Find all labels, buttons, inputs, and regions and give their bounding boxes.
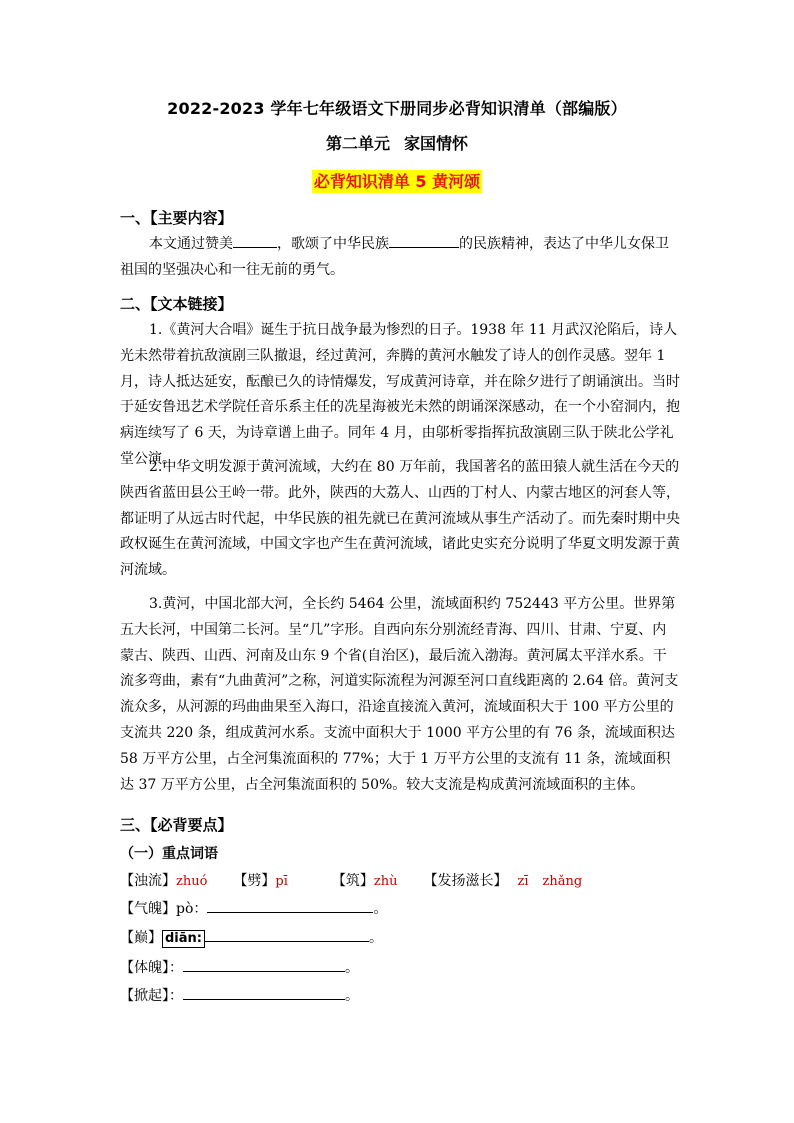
vocab-row-dian bbox=[120, 927, 383, 948]
section-heading-key-points: 三、【必背要点】 bbox=[120, 816, 233, 834]
vocab-word-4: 【发扬滋长】 bbox=[423, 873, 508, 889]
unit-theme: 家国情怀 bbox=[404, 134, 469, 153]
main-text-b: ，歌颂了中华民族 bbox=[277, 236, 389, 252]
vocab-pinyin-2: pī bbox=[275, 874, 288, 889]
vocab-pinyin-3: zhù bbox=[373, 874, 398, 889]
vocab-row-tipo bbox=[120, 957, 359, 977]
answer-line-dian[interactable] bbox=[205, 927, 369, 942]
document-title: 2022-2023 学年七年级语文下册同步必背知识清单（部编版） bbox=[167, 99, 627, 118]
vocab-qipo-pinyin: pò： bbox=[176, 901, 208, 917]
vocab-word-3: 【筑】 bbox=[331, 873, 374, 889]
main-text-a: 本文通过赞美 bbox=[149, 236, 233, 252]
vocab-row-1 bbox=[120, 870, 582, 890]
vocab-pinyin-4a: zī bbox=[517, 874, 529, 889]
section-heading-main-content: 一、【主要内容】 bbox=[120, 209, 233, 227]
period-4: 。 bbox=[345, 988, 359, 1004]
vocab-pinyin-1: zhuó bbox=[176, 874, 208, 889]
unit-title bbox=[0, 131, 794, 154]
vocab-dian-pinyin: diān: bbox=[162, 930, 205, 948]
blank-2[interactable] bbox=[389, 233, 459, 248]
period-1: 。 bbox=[373, 901, 388, 917]
answer-line-qipo[interactable] bbox=[207, 898, 373, 913]
vocab-word-1: 【浊流】 bbox=[120, 873, 176, 889]
vocab-word-2: 【劈】 bbox=[233, 873, 276, 889]
subheading-key-words: （一）重点词语 bbox=[120, 846, 218, 862]
text-link-paragraph-1: 1.《黄河大合唱》诞生于抗日战争最为惨烈的日子。1938 年 11 月武汉沦陷后，诗人光未然带着抗敌演剧三队撤退，经过黄河，奔腾的黄河水触发了诗人的创作灵感。翌年 1 月，诗人抵达延安，酝酿已久的诗情爆发，写成黄河诗章，并在除夕进行了朗诵演出。当时于延安鲁迅艺术学院任音乐系主任的冼星海被光未然的朗诵深深感动，在一个小窑洞内，抱病连续写了 6 天，为诗章谱上曲子。同年 4 月，由邬析零指挥抗敌演剧三队于陕北公学礼堂公演。 bbox=[120, 322, 680, 467]
vocab-row-xianqi bbox=[120, 985, 359, 1005]
period-3: 。 bbox=[345, 960, 359, 976]
blank-1[interactable] bbox=[233, 233, 277, 248]
vocab-row-qipo bbox=[120, 898, 387, 918]
vocab-pinyin-4b: zhǎng bbox=[542, 874, 583, 889]
period-2: 。 bbox=[369, 930, 383, 946]
answer-line-xianqi[interactable] bbox=[183, 985, 345, 1000]
vocab-dian-label: 【巅】 bbox=[120, 930, 162, 946]
lesson-title bbox=[0, 169, 794, 192]
section-heading-text-link: 二、【文本链接】 bbox=[120, 295, 233, 313]
vocab-xianqi-label: 【掀起】： bbox=[120, 988, 183, 1004]
unit-number: 第二单元 bbox=[325, 134, 390, 153]
main-text-c: 的民族精神，表达了中华儿女保卫祖国的坚强决心和一往无前的勇气。 bbox=[120, 236, 669, 278]
main-content-paragraph bbox=[120, 232, 680, 284]
answer-line-tipo[interactable] bbox=[183, 957, 345, 972]
vocab-qipo-label: 【气魄】 bbox=[120, 901, 176, 917]
lesson-title-highlight: 必背知识清单 5 黄河颂 bbox=[313, 172, 481, 191]
text-link-paragraph-2: 2.中华文明发源于黄河流域，大约在 80 万年前，我国著名的蓝田猿人就生活在今天的陕西省蓝田县公王岭一带。此外，陕西的大荔人、山西的丁村人、内蒙古地区的河套人等，都证明了从远古时代起，中华民族的祖先就已在黄河流域从事生产活动了。而先秦时期中央政权诞生在黄河流域，中国文字也产生在黄河流域，诸此史实充分说明了华夏文明发源于黄河流域。 bbox=[120, 459, 680, 579]
text-link-paragraph-3: 3.黄河，中国北部大河，全长约 5464 公里，流域面积约 752443 平方公里。世界第五大长河，中国第二长河。呈“几”字形。自西向东分别流经青海、四川、甘肃、宁夏、内蒙古、陕西、山西、河南及山东 9 个省(自治区)，最后流入渤海。黄河属太平洋水系。干流多弯曲，素有“九曲黄河”之称，河道实际流程为河源至河口直线距离的 2.64 倍。黄河支流众多，从河源的玛曲曲果至入海口，沿途直接流入黄河，流域面积大于 100 平方公里的支流共 220 条，组成黄河水系。支流中面积大于 1000 平方公里的有 76 条，流域面积达 58 万平方公里，占全河集流面积的 77%；大于 1 万平方公里的支流有 11 条，流域面积达 37 万平方公里，占全河集流面积的 50%。较大支流是构成黄河流域面积的主体。 bbox=[120, 596, 679, 793]
vocab-tipo-label: 【体魄】： bbox=[120, 960, 183, 976]
